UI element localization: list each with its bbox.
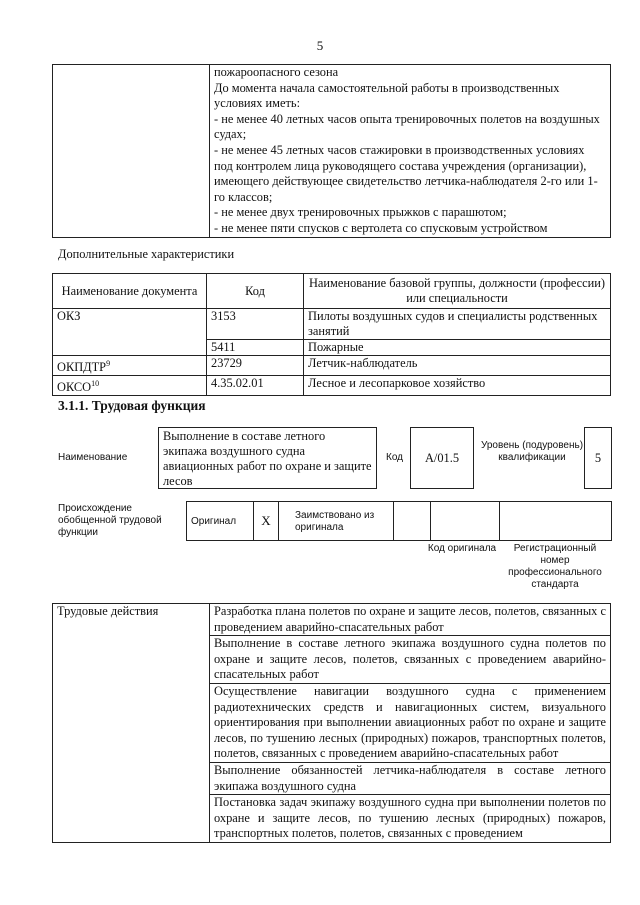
cell-code: 5411 bbox=[207, 340, 304, 356]
cell-name: Лесное и лесопарковое хозяйство bbox=[304, 376, 611, 396]
table-row bbox=[53, 309, 611, 340]
labor-action-item: Разработка плана полетов по охране и защите лесов, полетов, связанных с проведением аварийно-спасательных работ bbox=[210, 604, 611, 636]
requirements-line: - не менее пяти спусков с вертолета со спусковым устройством bbox=[214, 220, 548, 235]
function-name-box: Выполнение в составе летного экипажа воздушного судна авиационных работ по охране и защите лесов bbox=[158, 427, 377, 489]
original-mark: X bbox=[253, 502, 279, 540]
origin-label: Происхождение обобщенной трудовой функции bbox=[58, 503, 162, 538]
requirements-line: - не менее 45 летных часов стажировки в производственных условиях под контролем лица руководящего состава учреждения (организации), имеющего действующее свидетельство летчика-наблюдателя 2-го или 1-го классов; bbox=[214, 142, 598, 204]
code-value-box: А/01.5 bbox=[410, 427, 474, 489]
requirements-label-cell bbox=[53, 65, 210, 238]
col-header-name: Наименование базовой группы, должности (профессии) или специальности bbox=[304, 274, 611, 309]
labor-action-item: Выполнение в составе летного экипажа воздушного судна полетов по охране и защите лесов, полетов, связанных с проведением аварийно-спасательных работ bbox=[210, 636, 611, 684]
requirements-table bbox=[52, 64, 611, 238]
requirements-line: До момента начала самостоятельной работы в производственных условиях иметь: bbox=[214, 80, 560, 111]
table-row bbox=[53, 356, 611, 376]
code-original-label: Код оригинала bbox=[427, 543, 497, 554]
col-header-doc: Наименование документа bbox=[53, 274, 207, 309]
cell-code: 3153 bbox=[207, 309, 304, 340]
reg-number-label: Регистрационный номер профессионального стандарта bbox=[508, 543, 602, 590]
reg-number-cell bbox=[429, 502, 500, 540]
level-value-box: 5 bbox=[584, 427, 612, 489]
additional-heading: Дополнительные характеристики bbox=[58, 247, 235, 261]
table-row bbox=[53, 604, 611, 636]
cell-name: Пожарные bbox=[304, 340, 611, 356]
table-row bbox=[53, 376, 611, 396]
borrowed-label: Заимствовано из оригинала bbox=[295, 510, 375, 533]
cell-code: 23729 bbox=[207, 356, 304, 376]
labor-action-item: Осуществление навигации воздушного судна с применением радиотехнических средств и навигационных систем, визуального ориентирования при выполнении авиационных работ по охране и защите лесов, по тушению лесных (природных) пожаров, транспортных полетов, полетов, связанных с проведением аварийно-спасательных работ bbox=[210, 683, 611, 762]
code-original-cell bbox=[393, 502, 431, 540]
code-label: Код bbox=[386, 452, 404, 463]
labor-action-item: Постановка задач экипажу воздушного судна при выполнении полетов по охране и защите лесов, по тушению лесных (природных) пожаров, транспортных полетов, полетов, связанных с проведением bbox=[210, 795, 611, 843]
labor-actions-table bbox=[52, 603, 611, 843]
cell-doc: ОКПДТР$^9$ bbox=[53, 356, 207, 376]
table-row bbox=[53, 340, 611, 356]
cell-doc bbox=[53, 340, 207, 356]
requirements-text-cell bbox=[210, 65, 611, 238]
cell-code: 4.35.02.01 bbox=[207, 376, 304, 396]
cell-name: Летчик-наблюдатель bbox=[304, 356, 611, 376]
section-title: 3.1.1. Трудовая функция bbox=[58, 398, 206, 413]
origin-row bbox=[186, 501, 612, 541]
footnote-ref: 9 bbox=[106, 359, 111, 368]
col-header-code: Код bbox=[207, 274, 304, 309]
requirements-line: - не менее 40 летных часов опыта тренировочных полетов на воздушных судах; bbox=[214, 111, 600, 142]
page-number: 5 bbox=[316, 38, 324, 53]
additional-table bbox=[52, 273, 611, 396]
requirements-line: - не менее двух тренировочных прыжков с парашютом; bbox=[214, 205, 507, 220]
labor-action-item: Выполнение обязанностей летчика-наблюдателя в составе летного экипажа воздушного судна bbox=[210, 762, 611, 794]
labor-actions-label: Трудовые действия bbox=[53, 604, 210, 843]
footnote-ref: 10 bbox=[91, 379, 100, 389]
requirements-line: пожароопасного сезона bbox=[214, 65, 339, 79]
name-label: Наименование bbox=[58, 452, 128, 463]
cell-doc: ОКЗ bbox=[53, 309, 207, 340]
cell-doc: ОКСО$^{10}$ bbox=[53, 376, 207, 396]
level-label: Уровень (подуровень) квалификации bbox=[480, 440, 584, 463]
original-label: Оригинал bbox=[191, 516, 237, 527]
cell-name: Пилоты воздушных судов и специалисты родственных занятий bbox=[304, 309, 611, 340]
